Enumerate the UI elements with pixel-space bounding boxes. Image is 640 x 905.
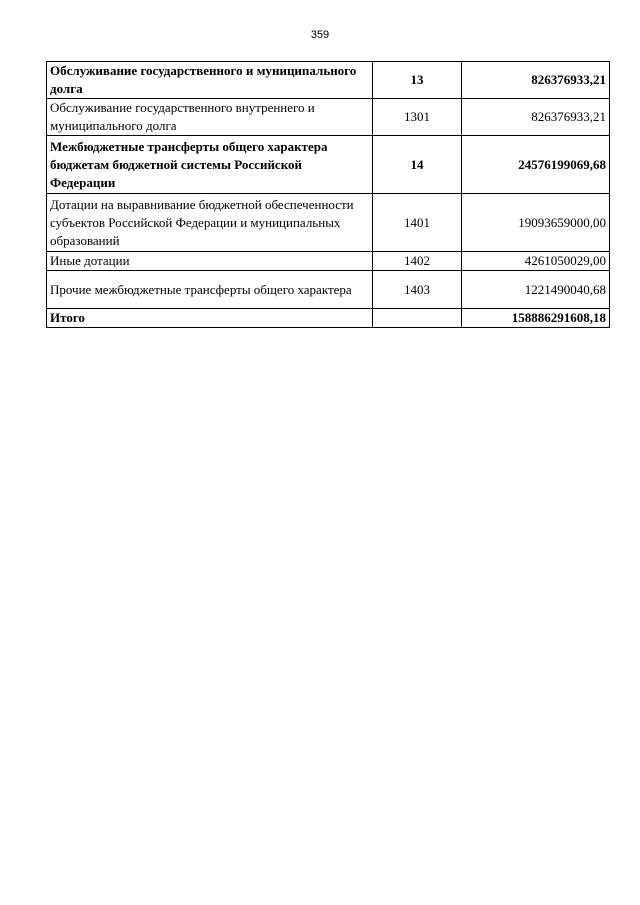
row-code: 1401 [373,194,462,252]
table-row [47,136,610,194]
table-row [47,252,610,271]
table-row [47,309,610,328]
row-sum: 19093659000,00 [462,194,610,252]
row-name: Обслуживание государственного внутреннего и муниципального долга [47,99,373,136]
table-row [47,62,610,99]
table-row [47,194,610,252]
row-name: Итого [47,309,373,328]
row-sum: 4261050029,00 [462,252,610,271]
table-row [47,271,610,309]
row-sum: 826376933,21 [462,62,610,99]
row-name: Дотации на выравнивание бюджетной обеспеченности субъектов Российской Федерации и муниципальных образований [47,194,373,252]
row-sum: 1221490040,68 [462,271,610,309]
row-code: 1402 [373,252,462,271]
row-name: Обслуживание государственного и муниципального долга [47,62,373,99]
table-row [47,99,610,136]
row-sum: 24576199069,68 [462,136,610,194]
row-name: Межбюджетные трансферты общего характера бюджетам бюджетной системы Российской Федерации [47,136,373,194]
row-code: 13 [373,62,462,99]
page-number: 359 [310,29,330,41]
row-code: 14 [373,136,462,194]
budget-table [46,61,610,328]
row-code: 1403 [373,271,462,309]
row-name: Иные дотации [47,252,373,271]
row-code: 1301 [373,99,462,136]
row-sum: 158886291608,18 [462,309,610,328]
row-name: Прочие межбюджетные трансферты общего характера [47,271,373,309]
row-sum: 826376933,21 [462,99,610,136]
row-code [373,309,462,328]
